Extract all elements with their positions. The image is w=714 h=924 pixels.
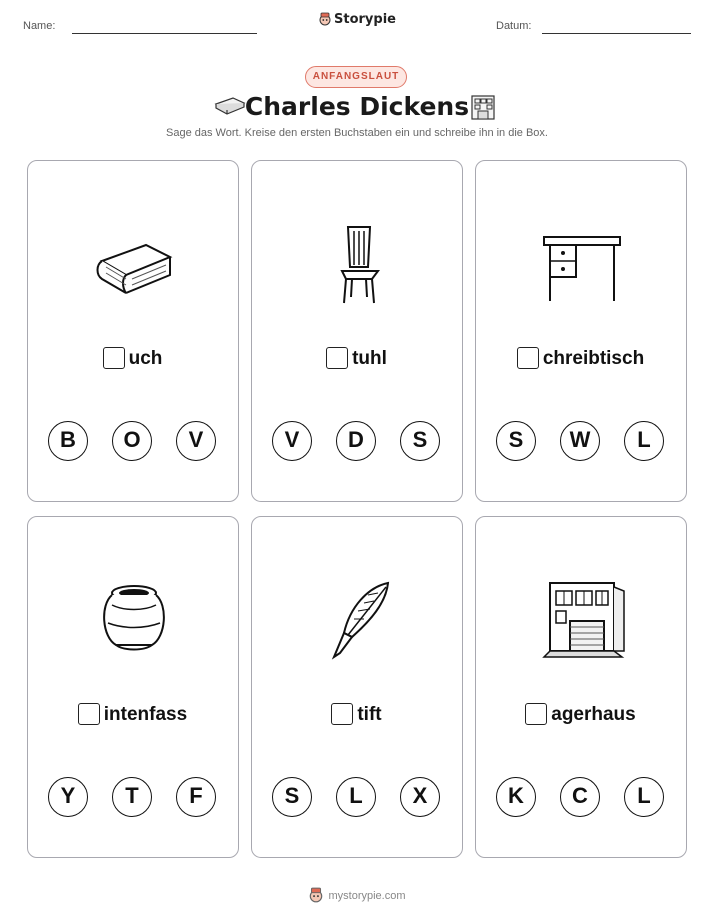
letter-option[interactable]: L <box>624 421 664 461</box>
word-rest: tuhl <box>352 348 387 369</box>
letter-option[interactable]: D <box>336 421 376 461</box>
answer-box[interactable] <box>525 703 547 725</box>
exercise-card <box>475 160 687 502</box>
word-rest: chreibtisch <box>542 348 645 369</box>
letter-option[interactable]: W <box>560 421 600 461</box>
answer-box[interactable] <box>103 347 125 369</box>
letter-option[interactable]: O <box>112 421 152 461</box>
letter-option[interactable]: L <box>336 777 376 817</box>
letter-option[interactable]: B <box>48 421 88 461</box>
word-prompt <box>28 347 237 370</box>
exercise-card <box>27 160 239 502</box>
letter-option[interactable]: S <box>272 777 312 817</box>
chair-icon <box>308 223 408 305</box>
building-icon <box>468 92 498 122</box>
letter-option[interactable]: T <box>112 777 152 817</box>
word-prompt <box>28 703 237 726</box>
word-prompt <box>252 347 461 370</box>
letter-option[interactable]: V <box>176 421 216 461</box>
desk-icon <box>532 223 632 305</box>
answer-box[interactable] <box>517 347 539 369</box>
warehouse-icon <box>532 579 632 661</box>
footer <box>0 887 714 903</box>
letter-option[interactable]: S <box>400 421 440 461</box>
letter-option[interactable]: C <box>560 777 600 817</box>
storypie-mascot-icon <box>308 887 324 903</box>
letter-option[interactable]: L <box>624 777 664 817</box>
brand-logo <box>0 12 714 27</box>
storypie-mascot-icon <box>318 12 332 26</box>
quill-icon <box>308 579 408 661</box>
word-rest: agerhaus <box>551 704 636 725</box>
answer-box[interactable] <box>78 703 100 725</box>
word-rest: tift <box>357 704 382 725</box>
instructions: Sage das Wort. Kreise den ersten Buchstaben ein und schreibe ihn in die Box. <box>166 127 548 139</box>
exercise-card <box>27 516 239 858</box>
letter-option[interactable]: K <box>496 777 536 817</box>
letter-option[interactable]: F <box>176 777 216 817</box>
page-title: Charles Dickens <box>244 92 470 121</box>
answer-box[interactable] <box>326 347 348 369</box>
letter-option[interactable]: S <box>496 421 536 461</box>
letter-option[interactable]: V <box>272 421 312 461</box>
word-rest: intenfass <box>103 704 188 725</box>
date-line[interactable] <box>542 33 691 34</box>
letter-option[interactable]: X <box>400 777 440 817</box>
inkpot-icon <box>84 579 184 661</box>
word-prompt <box>252 703 461 726</box>
name-line[interactable] <box>72 33 257 34</box>
book-icon <box>84 223 184 305</box>
letter-option[interactable]: Y <box>48 777 88 817</box>
exercise-card <box>251 516 463 858</box>
word-rest: uch <box>128 348 163 369</box>
brand-name: Storypie <box>334 12 396 27</box>
exercise-card <box>251 160 463 502</box>
category-badge: ANFANGSLAUT <box>305 66 407 88</box>
exercise-card <box>475 516 687 858</box>
word-prompt <box>476 347 685 370</box>
name-label: Name: <box>23 20 56 32</box>
word-prompt <box>476 703 685 726</box>
footer-url[interactable]: mystorypie.com <box>328 890 406 902</box>
answer-box[interactable] <box>331 703 353 725</box>
date-label: Datum: <box>496 20 532 32</box>
